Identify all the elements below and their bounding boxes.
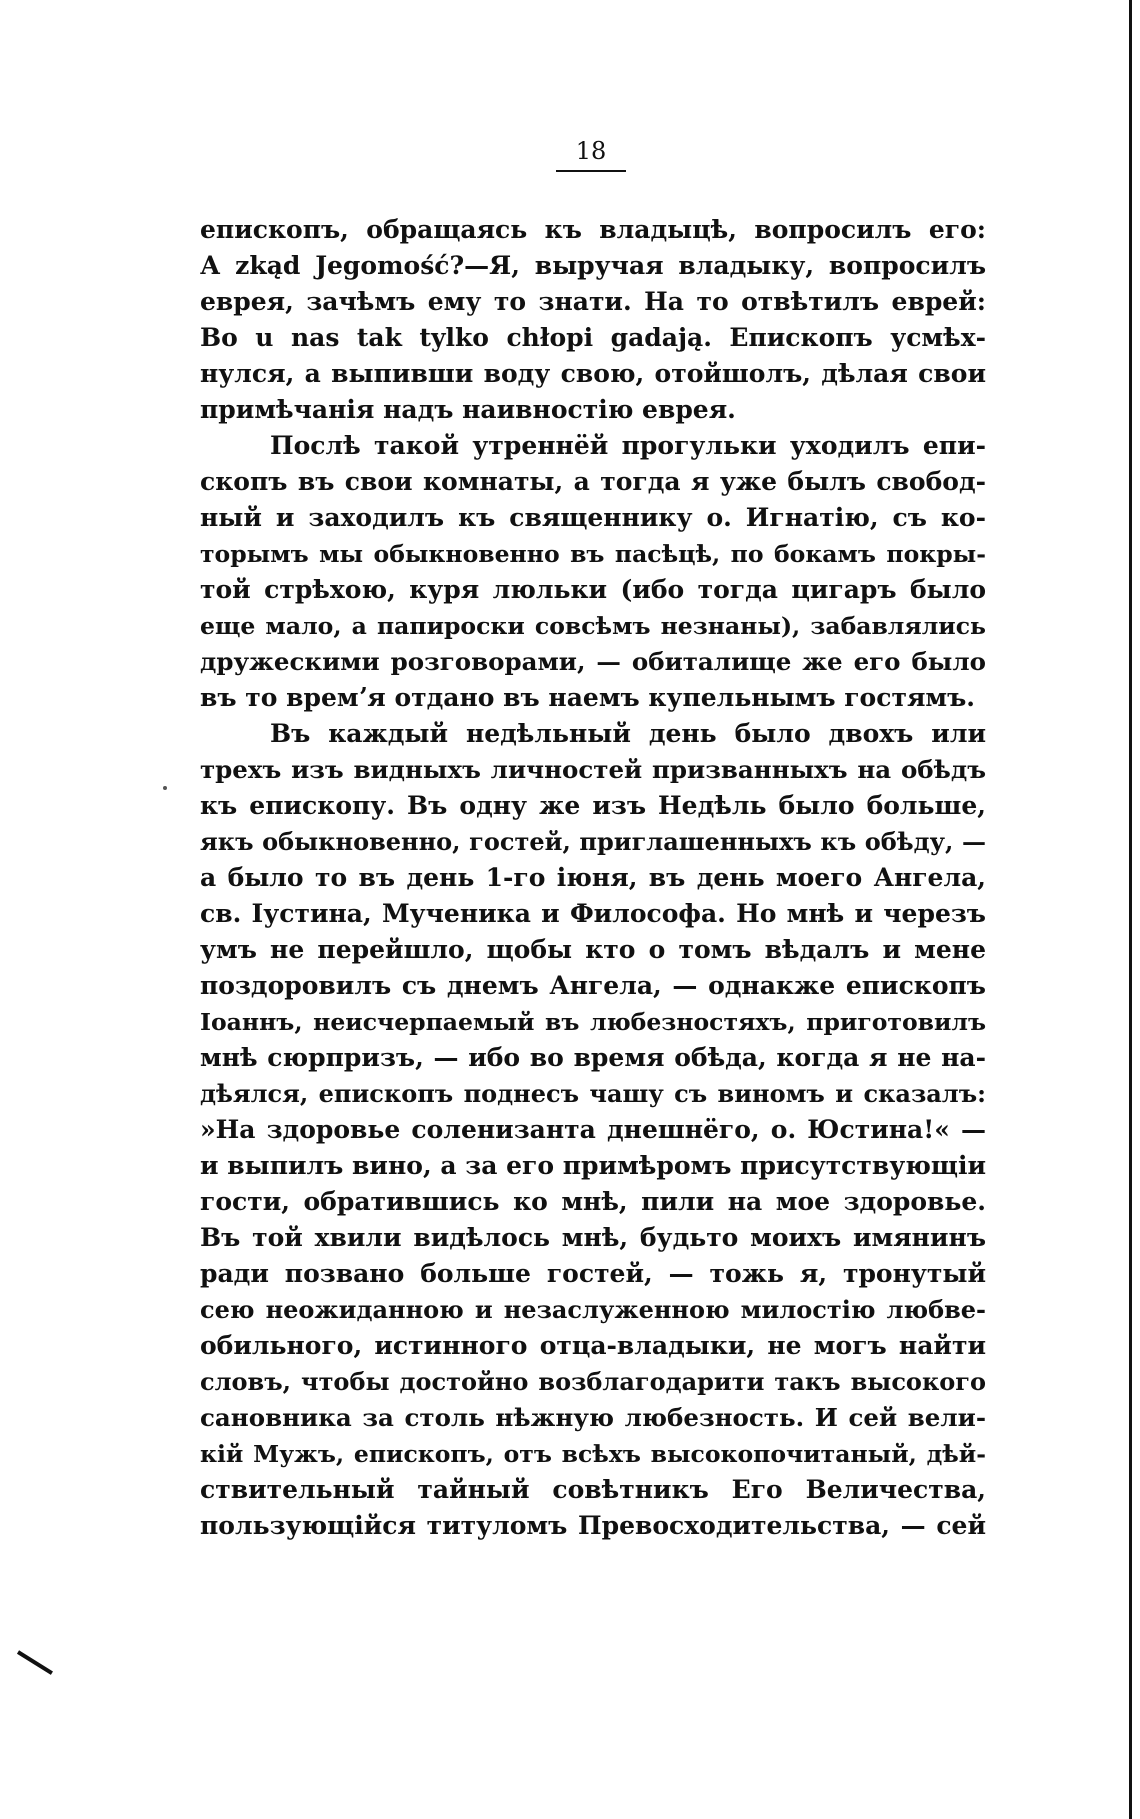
page-number-underline	[556, 170, 626, 172]
text-line: кій Мужъ, епископъ, отъ всѣхъ высокопочитаный, дѣй-	[200, 1440, 986, 1468]
text-line: Bo u nas tak tylko chłopi gadają. Епископъ усмѣх-	[200, 323, 986, 352]
stray-pen-mark	[17, 1650, 53, 1675]
text-line: дѣялся, епископъ поднесъ чашу съ виномъ и сказалъ:	[200, 1079, 986, 1108]
text-line: мнѣ сюрпризъ, — ибо во время обѣда, когда я не на-	[200, 1043, 986, 1072]
text-line: пользующійся титуломъ Превосходительства, — сей	[200, 1511, 986, 1540]
text-line: гости, обратившись ко мнѣ, пили на мое здоровье.	[200, 1187, 986, 1216]
text-line: дружескими розговорами, — обиталище же его было	[200, 647, 986, 676]
text-line: якъ обыкновенно, гостей, приглашенныхъ къ обѣду, —	[200, 827, 986, 856]
text-line: примѣчанія надъ наивностію еврея.	[200, 395, 736, 424]
text-line: еще мало, а папироски совсѣмъ незнаны), забавлялись	[200, 612, 986, 640]
text-line: Въ каждый недѣльный день было двохъ или	[270, 719, 986, 748]
text-line: »На здоровье соленизанта днешнёго, о. Юстина!« —	[200, 1115, 986, 1144]
text-line: епископъ, обращаясь къ владыцѣ, вопросилъ его:	[200, 215, 986, 244]
text-line: еврея, зачѣмъ ему то знати. На то отвѣтилъ еврей:	[200, 287, 986, 316]
text-line: умъ не перейшло, щобы кто о томъ вѣдалъ и мене	[200, 935, 986, 964]
text-line: ствительный тайный совѣтникъ Его Величества,	[200, 1475, 986, 1504]
text-line: нулся, а выпивши воду свою, отойшолъ, дѣлая свои	[200, 359, 986, 388]
text-line: словъ, чтобы достойно возблагодарити такъ высокого	[200, 1367, 986, 1396]
text-line: въ то времʼя отдано въ наемъ купельнымъ гостямъ.	[200, 683, 976, 712]
text-line: сею неожиданною и незаслуженною милостію любве-	[200, 1295, 986, 1324]
text-line: той стрѣхою, куря люльки (ибо тогда цигаръ было	[200, 575, 986, 604]
text-line: Іоаннъ, неисчерпаемый въ любезностяхъ, приготовилъ	[200, 1008, 986, 1036]
text-line: трехъ изъ видныхъ личностей призванныхъ на обѣдъ	[200, 755, 986, 784]
text-line: ради позвано больше гостей, — тожь я, тронутый	[200, 1259, 986, 1288]
text-line: св. Іустина, Мученика и Философа. Но мнѣ и черезъ	[200, 899, 986, 928]
text-line: ный и заходилъ къ священнику о. Игнатію, съ ко-	[200, 503, 986, 532]
text-line: поздоровилъ съ днемъ Ангела, — однакже епископъ	[200, 971, 986, 1000]
body-text	[200, 212, 986, 1544]
text-line: сановника за столь нѣжную любезность. И сей вели-	[200, 1403, 986, 1432]
text-line: А zkąd Jegomość?—Я, выручая владыку, вопросилъ	[200, 251, 986, 280]
text-line: обильного, истинного отца-владыки, не могъ найти	[200, 1331, 986, 1360]
text-line: скопъ въ свои комнаты, а тогда я уже былъ свобод-	[200, 467, 986, 496]
page-number: 18	[575, 137, 607, 165]
text-line: къ епископу. Въ одну же изъ Недѣль было больше,	[200, 791, 986, 820]
text-line: и выпилъ вино, а за его примѣромъ присутствующіи	[200, 1151, 986, 1180]
text-line: а было то въ день 1-го іюня, въ день моего Ангела,	[200, 863, 986, 892]
page-edge-rule	[1129, 0, 1132, 1819]
text-line: торымъ мы обыкновенно въ пасѣцѣ, по бокамъ покры-	[200, 540, 986, 568]
text-line: Въ той хвили видѣлось мнѣ, будьто моихъ имянинъ	[200, 1223, 986, 1252]
text-line: Послѣ такой утреннёй прогульки уходилъ епи-	[270, 431, 986, 460]
stray-mark-dot	[163, 786, 167, 790]
